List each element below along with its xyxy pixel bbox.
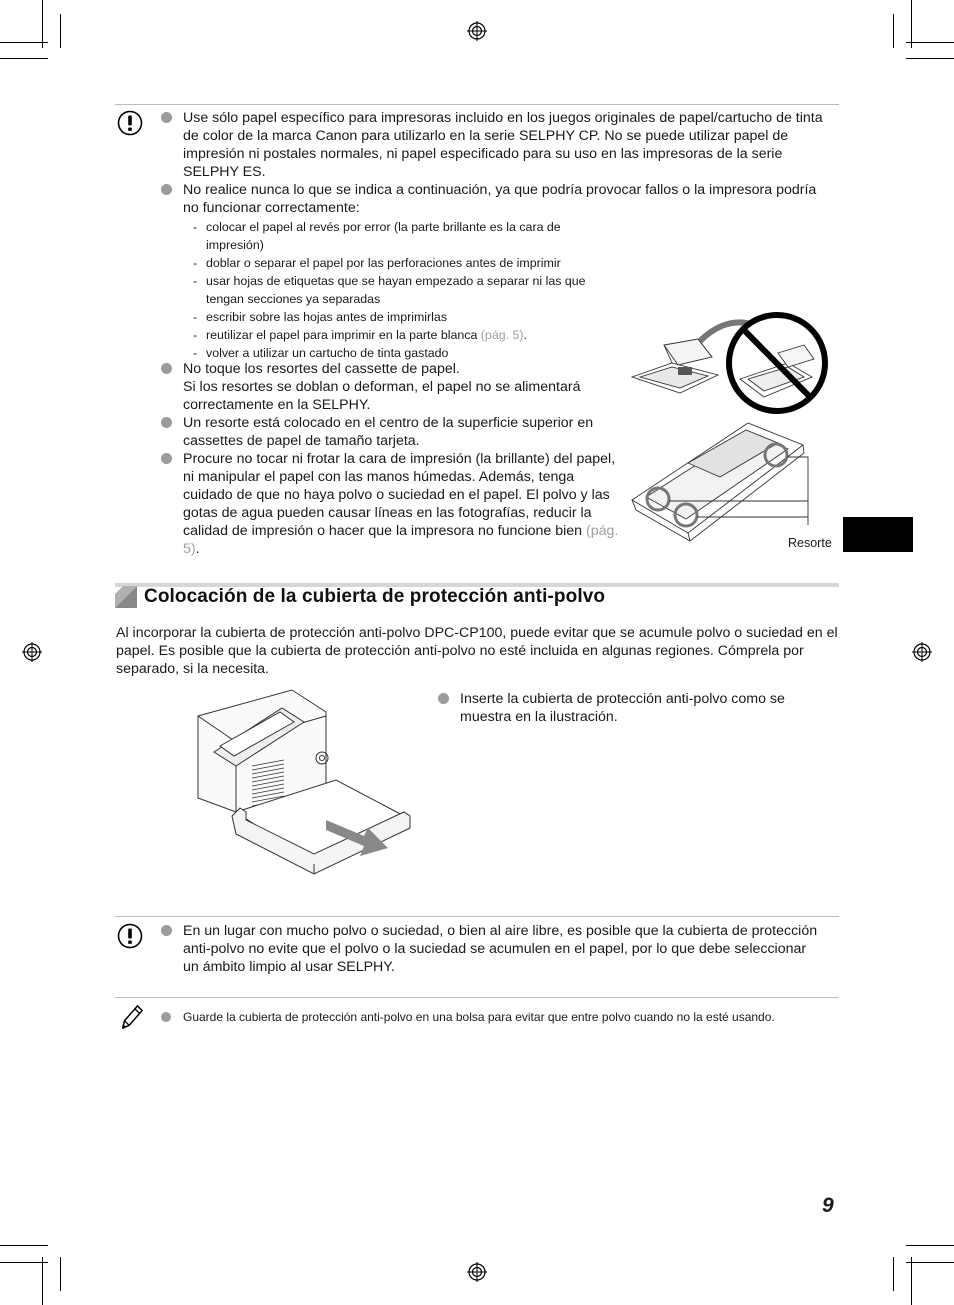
bullet-dot-icon	[438, 693, 449, 704]
heading-marker-icon	[115, 586, 137, 608]
bullet-dot-icon	[161, 112, 172, 123]
section-divider	[115, 997, 839, 998]
chapter-tab	[843, 517, 913, 552]
exclamation-circle-icon	[117, 110, 143, 136]
section-title: Colocación de la cubierta de protección anti-polvo	[144, 586, 606, 607]
resorte-label: Resorte	[788, 536, 832, 550]
exclamation-circle-icon	[117, 923, 143, 949]
section-intro: Al incorporar la cubierta de protección anti-polvo DPC-CP100, puede evitar que se acumule polvo o suciedad en el papel. Es posible que la cubierta de protección anti-polvo no esté incluida en algunas regiones. Cómprela por separado, si la necesita.	[116, 625, 838, 677]
bullet-dot-icon	[161, 1012, 171, 1022]
pencil-icon	[118, 1004, 144, 1030]
caution-bullet-cont: Si los resortes se doblan o deforman, el papel no se alimentará correctamente en la SELPHY.	[183, 379, 581, 413]
caution-bullet: En un lugar con mucho polvo o suciedad, o bien al aire libre, es posible que la cubierta de protección anti-polvo no evite que el polvo o la suciedad se acumulen en el papel, por lo que debe seleccionar un ámbito limpio al usar SELPHY.	[183, 922, 823, 976]
printer-illustration	[196, 688, 414, 880]
caution-bullet: Use sólo papel específico para impresoras incluido en los juegos originales de papel/cartucho de tinta de color de la marca Canon para utilizarlo en la serie SELPHY CP. No se puede utilizar papel de impresión ni postales normales, ni papel especificado para su uso en las impresoras de la serie SELPHY ES.	[183, 109, 833, 181]
registration-mark-icon	[22, 642, 42, 662]
caution-bullet: Un resorte está colocado en el centro de la superficie superior en cassettes de papel de tamaño tarjeta.	[183, 414, 623, 450]
bullet-dot-icon	[161, 925, 172, 936]
caution-bullet: No realice nunca lo que se indica a continuación, ya que podría provocar fallos o la impresora podría no funcionar correctamente:	[183, 181, 833, 217]
registration-mark-icon	[467, 21, 487, 41]
page-number: 9	[822, 1194, 834, 1217]
cassette-illustration	[628, 305, 843, 545]
caution-bullet: No toque los resortes del cassette de papel.	[183, 360, 623, 378]
page-reference-link[interactable]: (pág. 5)	[183, 523, 619, 557]
bullet-dot-icon	[161, 417, 172, 428]
registration-mark-icon	[912, 642, 932, 662]
caution-bullet: Procure no tocar ni frotar la cara de impresión (la brillante) del papel, ni manipular el papel con las manos húmedas. Además, tenga cuidado de que no haya polvo o suciedad en el papel. El polvo y las gotas de agua pueden causar líneas en las fotografías, reducir la calidad de impresión o hacer que la impresora no funcione bien (pág. 5).	[183, 450, 625, 558]
bullet-dot-icon	[161, 184, 172, 195]
bullet-dot-icon	[161, 453, 172, 464]
section-divider	[115, 104, 839, 105]
registration-mark-icon	[467, 1262, 487, 1282]
bullet-dot-icon	[161, 363, 172, 374]
note-bullet: Guarde la cubierta de protección anti-polvo en una bolsa para evitar que entre polvo cuando no la esté usando.	[183, 1008, 775, 1026]
step-bullet: Inserte la cubierta de protección anti-polvo como se muestra en la ilustración.	[460, 690, 820, 726]
section-divider	[115, 916, 839, 917]
page-reference-link[interactable]: (pág. 5)	[480, 328, 524, 342]
